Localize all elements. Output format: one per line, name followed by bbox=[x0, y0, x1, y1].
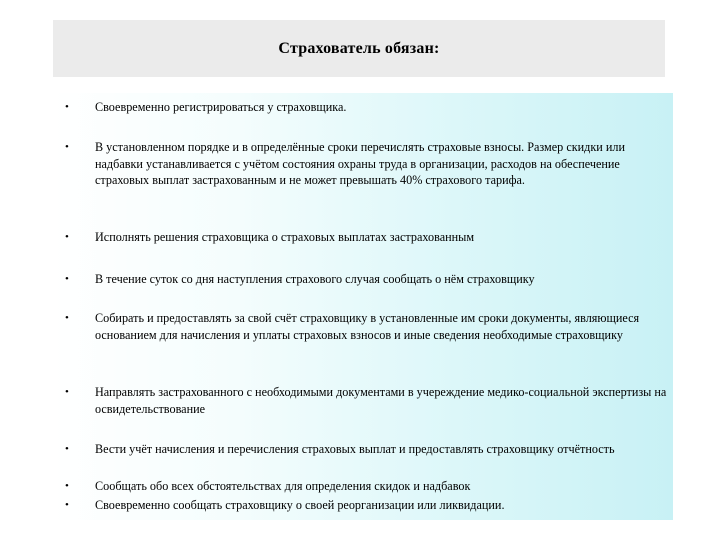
list-item-text: Собирать и предоставлять за свой счёт страховщику в установленные им сроки документы, являющиеся основанием для начисления и уплаты страховых взносов и иные сведения необходимые страховщику bbox=[95, 311, 640, 342]
list-item-text: Своевременно регистрироваться у страховщика. bbox=[95, 100, 347, 114]
bullet-icon: • bbox=[65, 231, 69, 243]
slide-title: Страхователь обязан: bbox=[278, 39, 440, 57]
obligations-list bbox=[53, 93, 673, 520]
list-item-text: Исполнять решения страховщика о страховых выплатах застрахованным bbox=[95, 230, 475, 244]
bullet-icon: • bbox=[65, 499, 69, 511]
title-banner bbox=[53, 20, 665, 77]
list-item-text: В установленном порядке и в определённые сроки перечислять страховые взносы. Размер скидки или надбавки устанавливается с учётом состояния охраны труда в организации, расходов на обеспечение страховых выплат застрахованным и не может превышать 40% страхового тарифа. bbox=[95, 140, 625, 187]
bullet-icon: • bbox=[65, 273, 69, 285]
bullet-icon: • bbox=[65, 480, 69, 492]
bullet-icon: • bbox=[65, 141, 69, 153]
bullet-icon: • bbox=[65, 101, 69, 113]
list-item-text: Своевременно сообщать страховщику о своей реорганизации или ликвидации. bbox=[95, 498, 505, 512]
list-item-text: Сообщать обо всех обстоятельствах для определения скидок и надбавок bbox=[95, 479, 471, 493]
list-item-text: В течение суток со дня наступления страхового случая сообщать о нём страховщику bbox=[95, 272, 535, 286]
bullet-icon: • bbox=[65, 386, 69, 398]
list-item-text: Направлять застрахованного с необходимыми документами в учереждение медико-социальной экспертизы на освидетельствование bbox=[95, 385, 667, 416]
list-item-text: Вести учёт начисления и перечисления страховых выплат и предоставлять страховщику отчётность bbox=[95, 442, 615, 456]
bullet-icon: • bbox=[65, 443, 69, 455]
bullet-icon: • bbox=[65, 312, 69, 324]
